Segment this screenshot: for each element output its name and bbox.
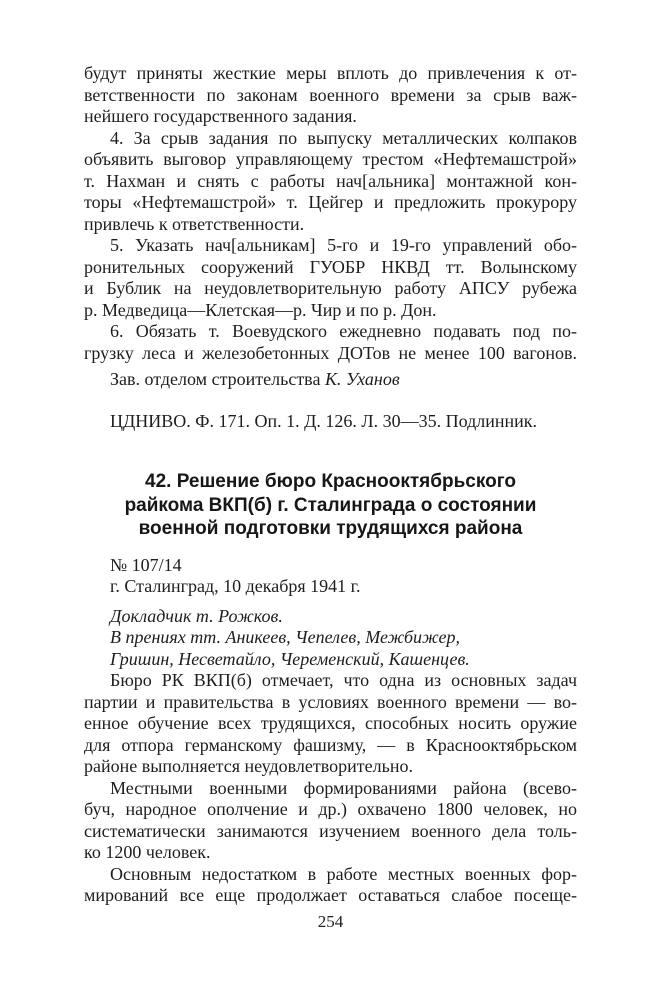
heading-line: райкома ВКП(б) г. Сталинграда о состоянии [124,494,537,516]
text-line: 6. Обязать т. Воевудского ежедневно подавать под по- [110,321,577,341]
signature-name: К. Уханов [324,369,400,389]
text-column [84,63,577,907]
text-line: Местными военными формированиями района (всево- [110,777,577,798]
text-line: будут приняты жесткие меры вплоть до привлечения к от- [84,63,577,83]
text-line: торы «Нефтемашстрой» т. Цейгер и предложить прокурору [84,192,577,212]
text-line: объявить выговор управляющему трестом «Нефтемашстрой» [84,149,577,169]
document-heading [84,470,577,541]
list-item-4 [84,128,577,236]
text-line: енное обучение всех трудящихся, способных носить оружие [84,713,577,733]
text-line: партии и правительства в условиях военного времени — во- [84,691,577,712]
text-line: р. Медведица—Клетская—р. Чир и по р. Дон. [84,299,437,320]
text-line: 5. Указать нач[альникам] 5-го и 19-го управлений обо- [110,235,577,255]
signature-role: Зав. отделом строительства [110,369,321,389]
heading-line: 42. Решение бюро Краснооктябрьского [145,471,516,492]
text-line: Бюро РК ВКП(б) отмечает, что одна из основных задач [110,670,577,690]
paragraph-continuation [84,63,577,128]
place-date: г. Сталинград, 10 декабря 1941 г. [110,576,361,596]
text-line: ронительных сооружений ГУОБР НКВД тт. Волынскому [84,256,577,277]
text-line: нейшего государственного задания. [84,106,357,126]
text-line: ко 1200 человек. [84,842,211,862]
archive-reference: ЦДНИВО. Ф. 171. Оп. 1. Д. 126. Л. 30—35. Подлинник. [110,410,538,431]
signature-line [110,369,577,391]
text-line: 4. За срыв задания по выпуску металлических колпаков [110,127,577,148]
text-line: и Бублик на неудовлетворительную работу АПСУ рубежа [84,278,577,298]
speaker-line: Докладчик т. Рожков. [110,605,283,626]
list-item-6 [84,321,577,364]
speaker-line: В прениях тт. Аникеев, Чепелев, Межбижер, [110,627,461,647]
page-number: 254 [317,912,344,931]
document-meta [110,555,577,598]
text-line: грузку леса и железобетонных ДОТов не менее 100 вагонов. [84,342,577,363]
text-line: районе выполняется неудовлетворительно. [84,756,413,776]
text-line: систематически занимаются изучением военного дела толь- [84,820,577,841]
text-line: Основным недостатком в работе местных военных фор- [110,863,577,884]
body-paragraph-1 [84,670,577,778]
body-paragraph-3 [84,864,577,907]
text-line: т. Нахман и снять с работы нач[альника] монтажной кон- [84,170,577,191]
body-paragraph-2 [84,778,577,864]
text-line: для отпора германскому фашизму, — в Краснооктябрьском [84,734,577,755]
speaker-line: Гришин, Несветайло, Череменский, Кашенцев. [110,648,470,669]
text-line: мирований все еще продолжает оставаться слабое посеще- [84,885,577,905]
heading-line: военной подготовки трудящихся района [138,518,523,539]
text-line: ветственности по законам военного времени за срыв важ- [84,84,577,105]
text-line: буч, народное ополчение и др.) охвачено 1800 человек, но [84,799,577,819]
text-line: привлечь к ответственности. [84,213,305,234]
speakers-block [110,606,577,671]
list-item-5 [84,235,577,321]
document-number: № 107/14 [110,554,182,575]
